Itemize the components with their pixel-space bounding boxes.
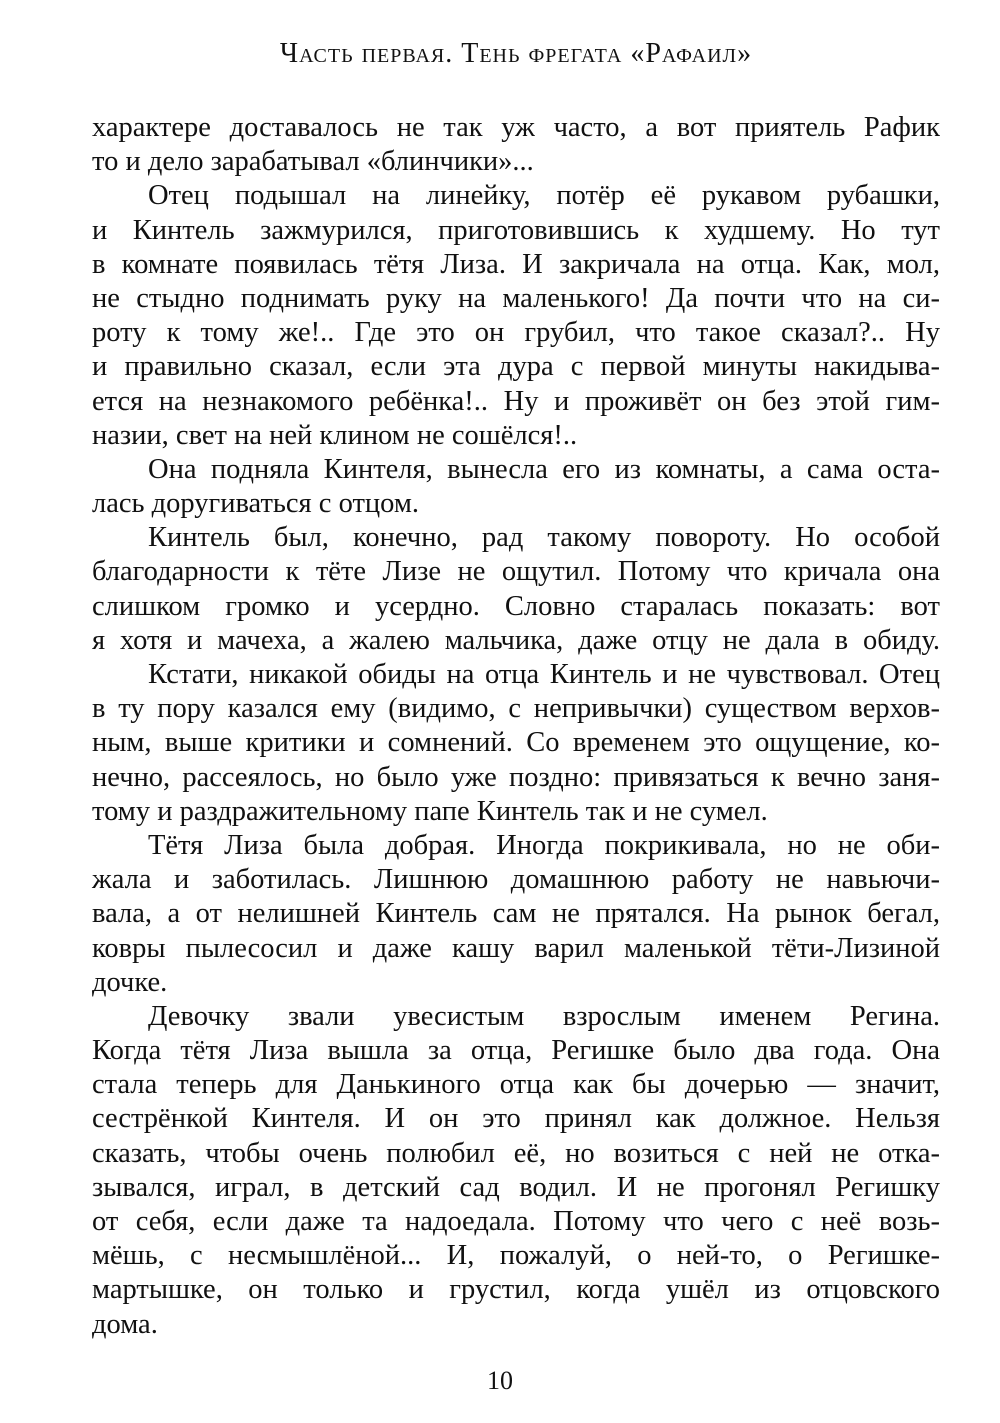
text-line: мёшь, с несмышлёной... И, пожалуй, о ней-то, о Регишке- [92, 1240, 940, 1272]
running-title: Часть первая. Тень фрегата «Рафаил» [279, 38, 753, 69]
text-line: я хотя и мачеха, а жалею мальчика, даже отцу не дала в обиду. [92, 624, 940, 656]
text-line: Она подняла Кинтеля, вынесла его из комнаты, а сама оста- [148, 453, 940, 485]
text-line: роту к тому же!.. Где это он грубил, что такое сказал?.. Ну [92, 317, 940, 349]
text-line: в ту пору казался ему (видимо, с непривычки) существом верхов- [92, 693, 940, 725]
text-line: назии, свет на ней клином не сошёлся!.. [92, 419, 578, 451]
page-body [92, 111, 940, 1342]
text-line: дочке. [92, 966, 168, 998]
text-line: в комнате появилась тётя Лиза. И закричала на отца. Как, мол, [92, 248, 940, 280]
text-line: жала и заботилась. Лишнюю домашнюю работу не навьючи- [92, 864, 940, 896]
text-line: Отец подышал на линейку, потёр её рукавом рубашки, [148, 180, 940, 212]
text-line: зывался, играл, в детский сад водил. И не прогонял Регишку [92, 1171, 940, 1203]
text-line: и правильно сказал, если эта дура с первой минуты накидыва- [92, 351, 940, 383]
text-line: вала, а от нелишней Кинтель сам не прятался. На рынок бегал, [92, 898, 940, 930]
text-line: сестрёнкой Кинтеля. И он это принял как должное. Нельзя [92, 1103, 940, 1135]
text-line: тому и раздражительному папе Кинтель так и не сумел. [92, 795, 768, 827]
text-line: нечно, рассеялось, но было уже поздно: привязаться к вечно заня- [92, 761, 940, 793]
text-line: Тётя Лиза была добрая. Иногда покрикивала, но не оби- [148, 829, 940, 861]
text-line: и Кинтель зажмурился, приготовившись к худшему. Но тут [92, 214, 940, 246]
text-line: Девочку звали увесистым взрослым именем Регина. [148, 1000, 940, 1032]
page-number: 10 [487, 1366, 513, 1395]
text-line: ным, выше критики и сомнений. Со временем это ощущение, ко- [92, 727, 940, 759]
text-line: слишком громко и усердно. Словно старалась показать: вот [92, 590, 940, 622]
text-line: стала теперь для Данькиного отца как бы дочерью — значит, [92, 1069, 940, 1101]
text-line: сказать, чтобы очень полюбил её, но возиться с ней не отка- [92, 1137, 940, 1169]
text-line: ется на незнакомого ребёнка!.. Ну и проживёт он без этой гим- [92, 385, 940, 417]
text-line: Кинтель был, конечно, рад такому повороту. Но особой [148, 522, 940, 554]
text-line: дома. [92, 1308, 158, 1340]
text-line: то и дело зарабатывал «блинчики»... [92, 146, 534, 178]
text-line: Кстати, никакой обиды на отца Кинтель и не чувствовал. Отец [148, 659, 940, 690]
text-line: лась доругиваться с отцом. [92, 488, 420, 520]
text-line: от себя, если даже та надоедала. Потому что чего с неё возь- [92, 1206, 940, 1237]
text-line: ковры пылесосил и даже кашу варил маленькой тёти-Лизиной [92, 932, 940, 964]
text-line: характере доставалось не так уж часто, а вот приятель Рафик [92, 112, 940, 143]
text-line: Когда тётя Лиза вышла за отца, Регишке было два года. Она [92, 1035, 940, 1067]
text-line: благодарности к тёте Лизе не ощутил. Потому что кричала она [92, 556, 940, 588]
text-line: не стыдно поднимать руку на маленького! Да почти что на си- [92, 282, 940, 314]
text-line: мартышке, он только и грустил, когда ушёл из отцовского [92, 1274, 940, 1306]
